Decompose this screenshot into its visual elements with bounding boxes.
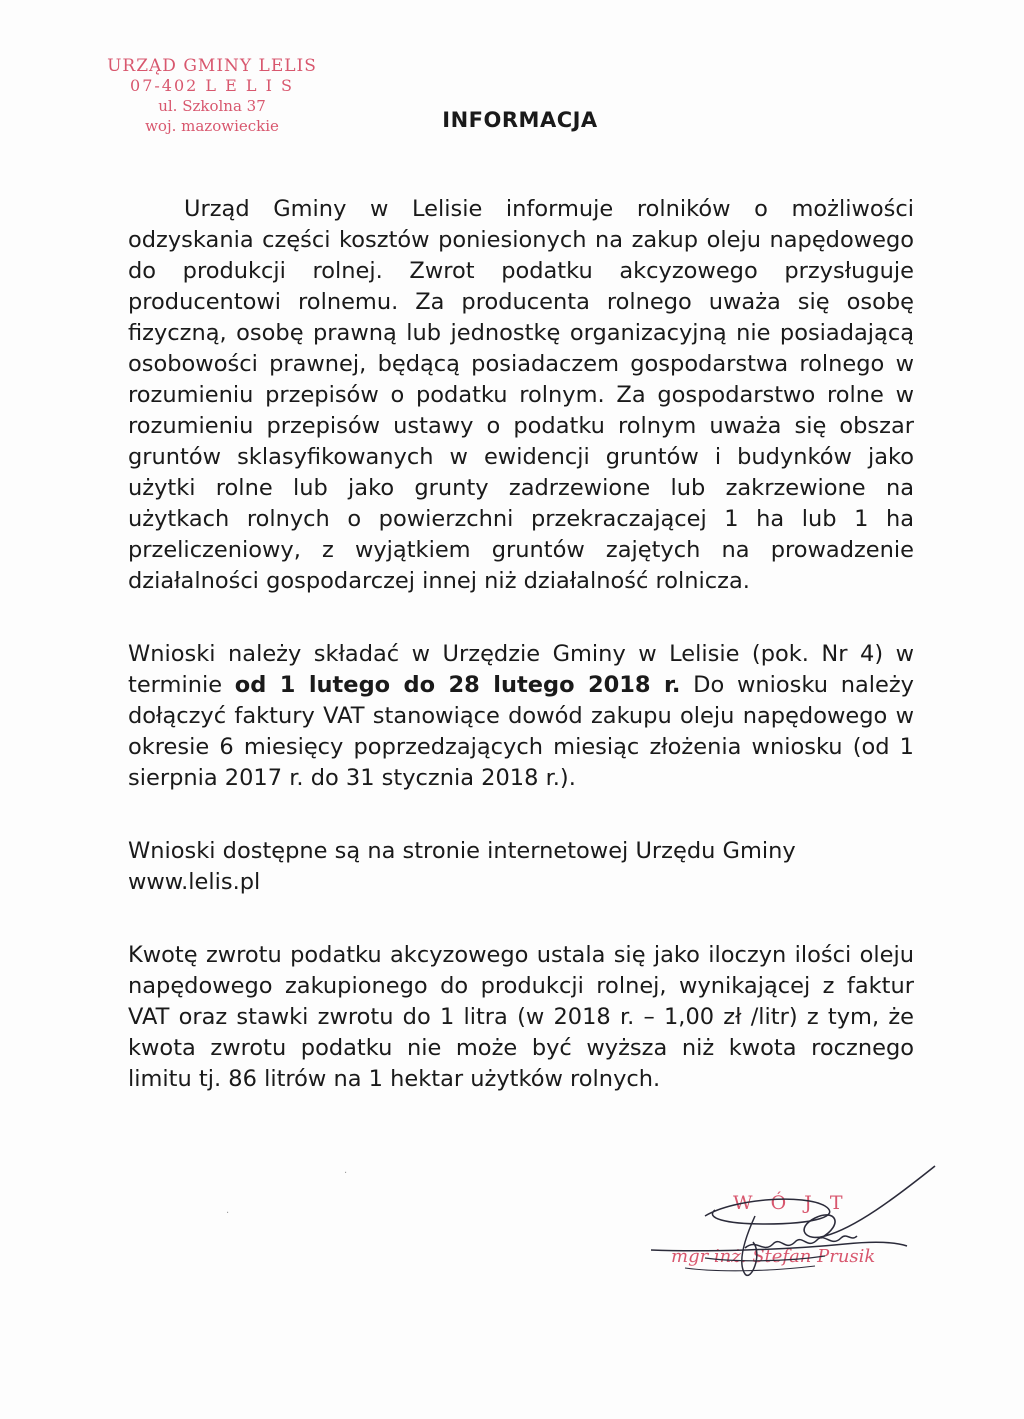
stamp-office-name: URZĄD GMINY LELIS xyxy=(107,56,317,76)
handwritten-signature xyxy=(645,1158,945,1298)
document-body xyxy=(128,194,914,1095)
paragraph-refund-amount: Kwotę zwrotu podatku akcyzowego ustala się jako iloczyn ilości oleju napędowego zakupionego do produkcji rolnej, wynikającej z faktur VAT oraz stawki zwrotu do 1 litra (w 2018 r. – 1,00 zł /litr) z tym, że kwota zwrotu podatku nie może być wyższa niż kwota rocznego limitu tj. 86 litrów na 1 hektar użytków rolnych. xyxy=(128,942,914,1092)
deadline-text-before: Wnioski należy składać w Urzędzie Gminy w Lelisie (pok. Nr 4) w terminie xyxy=(128,641,914,698)
paragraph-eligibility: Urząd Gminy w Lelisie informuje rolników o możliwości odzyskania części kosztów poniesionych na zakup oleju napędowego do produkcji rolnej. Zwrot podatku akcyzowego przysługuje producentowi rolnemu. Za producenta rolnego uważa się osobę fizyczną, osobę prawną lub jednostkę organizacyjną nie posiadającą osobowości prawnej, będącą posiadaczem gospodarstwa rolnego w rozumieniu przepisów o podatku rolnym. Za gospodarstwo rolne w rozumieniu przepisów ustawy o podatku rolnym uważa się obszar gruntów sklasyfikowanych w ewidencji gruntów i budynków jako użytki rolne lub jako grunty zadrzewione lub zakrzewione na użytkach rolnych o powierzchni przekraczającej 1 ha lub 1 ha przeliczeniowy, z wyjątkiem gruntów zajętych na prowadzenie działalności gospodarczej innej niż działalność rolnicza. xyxy=(128,196,914,594)
stamp-street: ul. Szkolna 37 xyxy=(158,97,266,115)
deadline-dates: od 1 lutego do 28 lutego 2018 r. xyxy=(234,672,681,698)
forms-availability-text: Wnioski dostępne są na stronie internetowej Urzędu Gminy xyxy=(128,838,796,864)
deadline-text-after: Do wniosku należy dołączyć faktury VAT stanowiące dowód zakupu oleju napędowego w okresie 6 miesięcy poprzedzających miesiąc złożenia wniosku (od 1 sierpnia 2017 r. do 31 stycznia 2018 r.). xyxy=(128,672,914,791)
signature-stamp-name: mgr inż. Stefan Prusik xyxy=(671,1246,876,1267)
scan-speck: · xyxy=(344,1168,348,1179)
paragraph-application-deadline xyxy=(128,639,914,794)
scan-speck: · xyxy=(226,1208,230,1219)
document-title: INFORMACJA xyxy=(442,108,598,132)
signature-stamp-role: W Ó J T xyxy=(733,1192,849,1214)
website-link-text: www.lelis.pl xyxy=(128,869,261,895)
stamp-postal-code: 07-402 L E L I S xyxy=(130,76,294,95)
paragraph-forms-availability xyxy=(128,836,914,898)
stamp-voivodeship: woj. mazowieckie xyxy=(145,117,279,135)
